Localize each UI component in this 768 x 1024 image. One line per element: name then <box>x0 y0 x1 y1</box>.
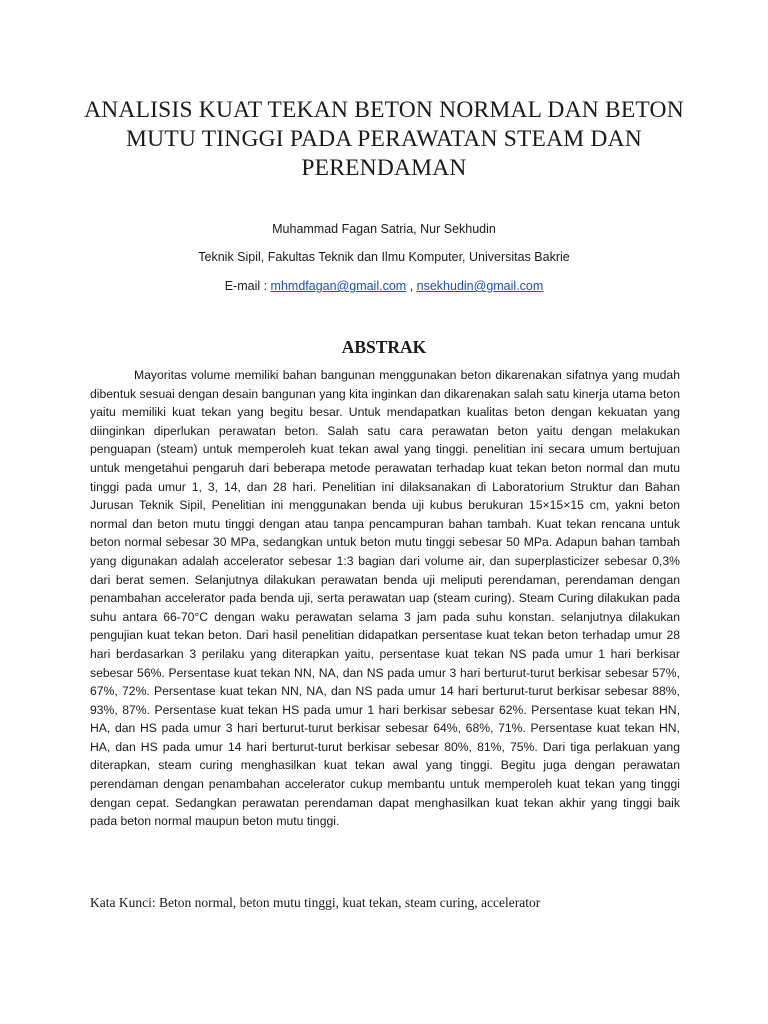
email-label: E-mail : <box>224 279 271 293</box>
author-names: Muhammad Fagan Satria, Nur Sekhudin <box>272 222 496 236</box>
email-link-1[interactable]: mhmdfagan@gmail.com <box>270 279 407 293</box>
email-separator: , <box>406 279 417 293</box>
email-link-2[interactable]: nsekhudin@gmail.com <box>416 279 544 293</box>
keywords: Kata Kunci: Beton normal, beton mutu tinggi, kuat tekan, steam curing, accelerator <box>90 895 541 910</box>
paper-title: ANALISIS KUAT TEKAN BETON NORMAL DAN BETON MUTU TINGGI PADA PERAWATAN STEAM DAN PERENDAMAN <box>84 97 684 181</box>
abstract-body: Mayoritas volume memiliki bahan bangunan menggunakan beton dikarenakan sifatnya yang mudah dibentuk sesuai dengan desain bangunan yang kita inginkan dan dikarenakan salah satu kinerja utama beton yaitu memiliki kuat tekan yang begitu besar. Untuk mendapatkan kualitas beton dengan kekuatan yang diinginkan diperlukan perawatan beton. Salah satu cara perawatan beton yaitu dengan melakukan penguapan (steam) untuk memperoleh kuat tekan awal yang tinggi. penelitian ini secara umum bertujuan untuk mengetahui pengaruh dari beberapa metode perawatan terhadap kuat tekan beton normal dan mutu tinggi pada umur 1, 3, 14, dan 28 hari. Penelitian ini dilaksanakan di Laboratorium Struktur dan Bahan Jurusan Teknik Sipil, Penelitian ini menggunakan benda uji kubus berukuran 15×15×15 cm, yakni beton normal dan beton mutu tinggi dengan atau tanpa pencampuran bahan tambah. Kuat tekan rencana untuk beton normal sebesar 30 MPa, sedangkan untuk beton mutu tinggi sebesar 50 MPa. Adapun bahan tambah yang digunakan adalah accelerator sebesar 1:3 bagian dari volume air, dan superplasticizer sebesar 0,3% dari berat semen. Selanjutnya dilakukan perawatan benda uji meliputi perendaman, perendaman dengan penambahan accelerator pada benda uji, serta perawatan uap (steam curing). Steam Curing dilakukan pada suhu antara 66-70°C dengan waku perawatan selama 3 jam pada suhu konstan. selanjutnya dilakukan pengujian kuat tekan beton. Dari hasil penelitian didapatkan persentase kuat tekan beton terhadap umur 28 hari berdasarkan 3 perilaku yang diterapkan yaitu, persentase kuat tekan NS pada umur 1 hari berkisar sebesar 56%. Persentase kuat tekan NN, NA, dan NS pada umur 3 hari berturut-turut berkisar sebesar 57%, 67%, 72%. Persentase kuat tekan NN, NA, dan NS pada umur 14 hari berturut-turut berkisar sebesar 88%, 93%, 87%. Persentase kuat tekan HS pada umur 1 hari berkisar sebesar 62%. Persentase kuat tekan HN, HA, dan HS pada umur 3 hari berturut-turut berkisar sebesar 64%, 68%, 71%. Persentase kuat tekan HN, HA, dan HS pada umur 14 hari berturut-turut berkisar sebesar 80%, 81%, 75%. Dari tiga perlakuan yang diterapkan, steam curing menghasilkan kuat tekan awal yang tinggi. Begitu juga dengan perawatan perendaman dengan penambahan accelerator cukup membantu untuk memperoleh kuat tekan yang tinggi dengan cepat. Sedangkan perawatan perendaman dapat menghasilkan kuat tekan akhir yang tinggi baik pada beton normal maupun beton mutu tinggi. <box>90 368 680 829</box>
email-line <box>80 278 688 294</box>
author-affiliation: Teknik Sipil, Fakultas Teknik dan Ilmu Komputer, Universitas Bakrie <box>198 250 570 264</box>
abstract-heading: ABSTRAK <box>341 337 427 357</box>
